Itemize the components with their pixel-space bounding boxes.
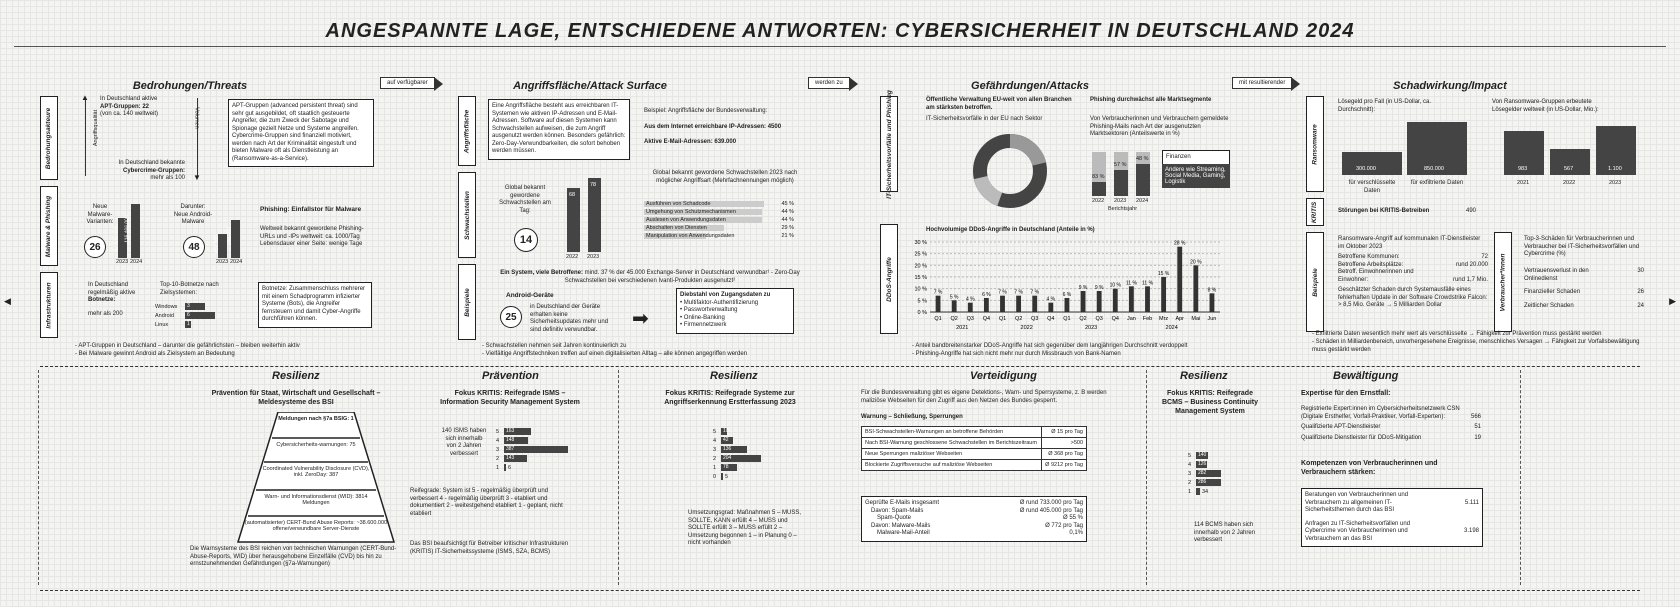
vuln-y2023: 2023	[587, 254, 600, 260]
ddos-category-label: Q4	[982, 316, 991, 322]
kritis-label: Störungen bei KRITIS-Betreiben	[1338, 208, 1430, 214]
y-tick-label: 0 %	[917, 310, 927, 316]
theft-box: Diebstahl von Zugangsdaten zu • Multifaktor-Authentifizierung • Passwortverwaltung • Online-Banking • Firmennetzwerk	[676, 288, 794, 334]
p3-bars: 5 10 4 42 3 136 2 204 1 78 0 5	[713, 428, 761, 482]
ransom-v1: 300.000	[1356, 166, 1376, 172]
v-table	[861, 426, 1087, 471]
ddos-category-label: Q4	[1047, 316, 1055, 322]
label-actors: Bedrohungsakteure	[40, 96, 58, 180]
ddos-bar	[1113, 289, 1118, 312]
ransom-v2: 850.000	[1424, 166, 1444, 172]
ddos-bar	[968, 303, 973, 312]
ddos-category-label: Q2	[1079, 316, 1087, 322]
label-examples: Beispiele	[458, 264, 476, 340]
p2-foot: Das BSI beaufsichtigt für Betreiber kritischer Infrastrukturen (KRITIS) IT-Sicherheitssysteme (ISMS, SZA, BCMS)	[410, 541, 569, 555]
y-tick-label: 15 %	[914, 275, 927, 281]
b1-title: Fokus KRITIS: Reifegrade BCMS – Business Continuity Management System	[1161, 390, 1259, 415]
vuln-bar-2023	[588, 178, 601, 252]
phish-y2024: 2024	[1136, 198, 1149, 204]
page-title: ANGESPANNTE LAGE, ENTSCHIEDENE ANTWORTEN: CYBERSICHERHEIT IN DEUTSCHLAND 2024	[325, 20, 1355, 42]
right-arrow-icon[interactable]: ▶	[1669, 296, 1676, 306]
ddos-value-label: 5 %	[949, 294, 959, 301]
ddos-group-label: 2021	[956, 325, 969, 331]
label-impact-examples: Beispiele	[1306, 232, 1324, 332]
android-malware-label: Darunter: Neue Android-Malware	[173, 204, 213, 225]
ddos-bar	[984, 298, 989, 312]
top3-title: Top-3-Schäden für Verbraucherinnen und Verbraucher bei IT-Sicherheitsvorfällen und Cybercrime (%)	[1524, 236, 1640, 257]
impact-example: Ransomware-Angriff auf kommunalen IT-Dienstleister im Oktober 2023 Betroffene Kommunen: 72 Betroffene Arbeitsplätze: rund 20.000 Betroff. Einwohnerinnen und Einwohner: rund 1,7 Mio. Geschätzter Schaden durch Systemausfälle eines fehlerhaften Update in der Software Crowdstrike Falcon: > 8,5 Mio. Geräte → 5 Milliarden Dollar	[1338, 236, 1488, 308]
prev-label: Prävention	[482, 370, 539, 382]
types-list: Ausführen von Schadcode 45 % Umgehung von Schutzmechanismen 44 % Auslesen von Anwendungsdaten 44 % Abschalten von Diensten 29 % Manipulation von Anwendungsdaten 21 %	[646, 201, 794, 239]
ddos-category-label: Q3	[1095, 316, 1103, 322]
res-label-2: Resilienz	[710, 370, 758, 382]
section-threats: Bedrohungen/Threats	[132, 80, 248, 92]
cybercrime-info: In Deutschland bekannte Cybercrime-Gruppen: mehr als 100	[118, 160, 185, 181]
malware-bar-2024	[131, 204, 140, 258]
axis-quality-label: Angriffsqualität	[93, 109, 100, 147]
b2-rows: Registrierte Expert:innen im Cybersicherheitsnetzwerk CSN (Digitale Ersthelfer, Vorfall-Praktiker, Vorfall-Experten): 566 Qualifizierte APT-Dienstleister 51 Qualifizierte Dienstleister für DDoS-Mitigation 19	[1301, 406, 1481, 441]
android-circle: 48	[183, 236, 205, 258]
ddos-bar	[1065, 298, 1070, 312]
global-y1: 2021	[1517, 180, 1530, 186]
label-malware: Malware & Phishing	[40, 186, 58, 266]
ddos-value-label: 20 %	[1190, 259, 1202, 266]
ddos-bar	[1193, 265, 1198, 312]
p2-bars: 5 163 4 148 3 387 2 143 1 6	[496, 428, 568, 473]
y-tick-label: 30 %	[914, 240, 927, 246]
ddos-category-label: Q3	[966, 316, 974, 322]
global-v2: 567	[1564, 166, 1574, 172]
section-attack-surface: Angriffsfläche/Attack Surface	[513, 80, 667, 92]
vuln-v2022: 68	[569, 192, 576, 198]
b2-box: Beratungen von Verbraucherinnen und Verbrauchern zu allgemeinen IT-Sicherheitsthemen durch das BSI 5.111 Anfragen zu IT-Sicherheitsvorfällen und Cybercrime von Verbraucherinnen und Verbrauchern an das BSI 3.198	[1301, 488, 1483, 547]
ddos-bar	[1081, 291, 1086, 312]
ddos-value-label: 6 %	[1062, 292, 1072, 298]
arrow-up-icon: ▲	[81, 93, 89, 102]
ddos-value-label: 7 %	[998, 289, 1007, 296]
theft-item: • Firmennetzwerk	[680, 322, 727, 328]
ddos-value-label: 28 %	[1174, 240, 1186, 247]
android-v2: 790 000	[227, 226, 234, 246]
ddos-group-label: 2022	[1020, 325, 1033, 331]
global-v1: 983	[1518, 166, 1528, 172]
res-label-3: Resilienz	[1180, 370, 1228, 382]
p2-side: 140 ISMS haben sich innerhalb von 2 Jahren verbessert	[441, 428, 487, 457]
malware-yr1: 2023	[116, 259, 129, 265]
ddos-value-label: 9 %	[1078, 285, 1088, 291]
global-v3: 1.100	[1608, 166, 1622, 172]
attacks-foot-1: - Anteil bandbreitenstarker DDoS-Angriffe hat sich gegenüber dem langjährigen Durchschnitt verdoppelt	[912, 343, 1188, 349]
phish-v2024: 48 %	[1136, 156, 1149, 162]
global-y2: 2022	[1563, 180, 1576, 186]
connector-3: mit resultierender	[1232, 77, 1292, 89]
connector-2: werden zu	[808, 77, 850, 89]
ddos-category-label: Q1	[1063, 316, 1071, 322]
ddos-category-label: Mai	[1191, 316, 1201, 322]
phish-y2023: 2023	[1114, 198, 1127, 204]
android-v1: 451 000	[214, 234, 221, 254]
p3-legend: Umsetzungsgrad: Maßnahmen 5 – MUSS, SOLLTE, KANN erfüllt 4 – MUSS und SOLLTE erfüllt 3 – MUSS erfüllt 2 – Umsetzung begonnen 1 – in Planung 0 – nicht vorhanden	[688, 510, 802, 546]
p2-title: Fokus KRITIS: Reifegrade ISMS – Information Security Management System	[440, 390, 580, 406]
ddos-title: Hochvolumige DDoS-Angriffe in Deutschland (Anteile in %)	[926, 227, 1095, 233]
v-title: Warnung – Schließung, Sperrungen	[861, 414, 963, 420]
y-tick-label: 20 %	[914, 263, 927, 270]
phishing-text: Weltweit bekannt gewordene Phishing-URLs und -IPs weltweit: ca. 1000/Tag Lebensdauer einer Seite: wenige Tage	[260, 226, 364, 247]
ddos-group-label: 2024	[1165, 325, 1178, 331]
phish-bar-2023-fin	[1114, 170, 1128, 196]
p3-title: Fokus KRITIS: Reifegrade Systeme zur Angriffserkennung Erstterfassung 2023	[664, 390, 796, 406]
y-tick-label: 5 %	[917, 298, 927, 305]
pyr-5: (automatisierter) CERT-Bund Abuse Reports: ~38.600.000 offene/verwundbare Server-Dienste	[244, 520, 388, 532]
y-tick-label: 25 %	[914, 251, 927, 258]
pyr-1: Meldungen nach §7a BSIG: 1	[278, 416, 354, 422]
bottom-divider	[40, 590, 1640, 591]
ddos-category-label: Q1	[934, 316, 942, 322]
left-arrow-icon[interactable]: ◀	[4, 296, 11, 306]
ddos-category-label: Q1	[998, 316, 1007, 322]
res-label-1: Resilienz	[272, 370, 320, 382]
ransom-l1: für verschlüsselte Daten	[1348, 180, 1396, 194]
label-ransomware: Ransomware	[1306, 96, 1324, 192]
threats-foot-2: - Bei Malware gewinnt Android als Zielsystem an Bedeutung	[75, 351, 235, 357]
b1-foot: 114 BCMS haben sich innerhalb von 2 Jahren verbessert	[1194, 522, 1256, 543]
system-info: Ein System, viele Betroffene: mind. 37 % der 45.000 Exchange-Server in Deutschland verwundbar¹ - Zero-Day Schwachstellen bei verschiedenen Ivanti-Produkten ausgenutzt²	[500, 270, 800, 284]
label-surface: Angriffsfläche	[458, 96, 476, 166]
malware-label: Neue Malware-Varianten:	[86, 204, 114, 225]
android-devices-circle: 25	[500, 306, 522, 328]
phish-bar-2022-fin	[1092, 182, 1106, 196]
b1-bars: 5 140 4 126 3 282 2 286 1 34	[1188, 452, 1221, 497]
android-title: Android-Geräte	[506, 292, 554, 299]
ddos-bar	[936, 296, 941, 312]
p1-foot: Die Warnsysteme des BSI reichen von technischen Warnungen (CERT-Bund-Abuse-Reports, WID) über herausgehobene Einzelfälle (CVD) bis hin zu ernstzunehmenden Gefährdungen (§7a-Warnungen)	[190, 546, 397, 567]
phish-v2022: 83 %	[1092, 174, 1105, 180]
b2-subtitle: Kompetenzen von Verbraucherinnen und Verbrauchern stärken:	[1301, 460, 1438, 476]
donut-title: Öffentliche Verwaltung EU-weit von allen Branchen am stärksten betroffen.	[926, 97, 1072, 111]
types-title: Global bekannt gewordene Schwachstellen 2023 nach möglicher Angriffsart (Mehrfachnennungen möglich)	[652, 170, 798, 184]
impact-foot-1: - Exfiltrierte Daten wesentlich mehr wert als verschlüsselte → Fähigkeit zur Prävention muss gestärkt werden	[1312, 331, 1602, 337]
section-impact: Schadwirkung/Impact	[1393, 80, 1507, 92]
malware-yr2: 2024	[130, 259, 143, 265]
ddos-group-label: 2023	[1084, 325, 1098, 331]
ddos-bar	[1145, 286, 1150, 312]
ddos-category-label: Q2	[1014, 316, 1023, 322]
table-row: BSI-Schwachstellen-Warnungen an betroffene Behörden Ø 15 pro Tag	[862, 427, 1087, 438]
arrow-right-icon: ➡	[632, 308, 649, 330]
ddos-value-label: 4 %	[1046, 296, 1056, 303]
vuln-text: Global bekannt gewordene Schwachstellen am Tag:	[499, 185, 551, 214]
bew-label: Bewältigung	[1333, 370, 1399, 382]
ddos-value-label: 7 %	[933, 289, 943, 296]
ddos-category-label: Jan	[1126, 316, 1136, 322]
vuln-y2022: 2022	[566, 254, 579, 260]
table-row: Blockierte Zugriffsversuche auf maliziöse Webseiten Ø 9212 pro Tag	[862, 460, 1087, 471]
axis-volume-label: Volumen	[193, 107, 200, 129]
global-y3: 2023	[1609, 180, 1622, 186]
ddos-bar	[1000, 296, 1005, 312]
pyr-2: Cybersicherheits-warnungen: 75	[276, 442, 356, 448]
apt-box: APT-Gruppen (advanced persistent threat) sind sehr gut ausgebildet, oft staatlich gesteuerte Angreifer, die zum Zweck der Sabotage und Spionage gezielt Netze und Systeme angreifen. Cybercrime-Gruppen sind finanziell motiviert, werden nach Art der Kriminalität eingestuft und bieten Malware oft als Dienstleistung an (Ransomware-as-a-Service).	[228, 99, 374, 167]
ddos-value-label: 11 %	[1125, 280, 1137, 287]
ddos-bar	[1032, 296, 1037, 312]
ddos-chart	[908, 236, 1226, 340]
label-vulns: Schwachstellen	[458, 172, 476, 258]
top10-label: Top-10-Botnetze nach Zielsystemen:	[160, 282, 219, 296]
ddos-category-label: Feb	[1142, 316, 1153, 322]
android-yr2: 2024	[230, 259, 243, 265]
attacks-foot-2: - Phishing-Angriffe hat sich nicht mehr nur durch Missbrauch von Bank-Namen	[912, 351, 1121, 357]
botnet-box: Botnetze: Zusammenschluss mehrerer mit einem Schadprogramm infizierter Systeme (Bots), die Angreifer fernsteuern und damit Cyber-Angriffe durchführen können.	[258, 282, 372, 328]
phish-title: Phishing durchwächst alle Marktsegmente	[1090, 97, 1212, 103]
ddos-value-label: 15 %	[1157, 271, 1170, 277]
finance-legend: Finanzen	[1162, 150, 1230, 166]
botnet-info: In Deutschland regelmäßig aktive Botnetze: mehr als 200	[88, 282, 136, 317]
p1-title: Prävention für Staat, Wirtschaft und Gesellschaft – Meldesysteme des BSI	[211, 390, 381, 406]
other-legend: Andere wie Streaming, Social Media, Gaming, Logistik	[1162, 164, 1230, 188]
surface-example: Beispiel: Angriffsfläche der Bundesverwaltung: Aus dem Internet erreichbare IP-Adressen: 4500 Aktive E-Mail-Adressen: 639.000	[644, 108, 782, 145]
label-infra: Infrastrukturen	[40, 272, 58, 338]
y-tick-label: 10 %	[914, 286, 927, 293]
global-title: Von Ransomware-Gruppen erbeutete Lösegelder weltweit (in US-Dollar, Mio.):	[1492, 99, 1599, 113]
label-incidents: IT-Sicherheitsvorfälle und Phishing	[880, 96, 898, 192]
malware-v1: 92 931 000	[113, 226, 120, 252]
theft-item: • Passwortverwaltung	[680, 307, 738, 313]
ddos-category-label: Q3	[1031, 316, 1039, 322]
ddos-value-label: 9 %	[1094, 285, 1104, 291]
title-divider	[14, 46, 1666, 47]
mid-divider	[40, 366, 1640, 367]
p2-legend: Reifegrade: System ist 5 - regelmäßig überprüft und verbessert 4 - regelmäßig überprüft 3 - etabliert und dokumentiert 2 - weitestgehend etabliert 1 - geplant, nicht etabliert	[410, 488, 563, 517]
quality-axis	[85, 98, 86, 176]
ddos-value-label: 10 %	[1109, 282, 1121, 289]
phish-v2023: 57 %	[1114, 162, 1127, 168]
sector-donut	[955, 125, 1065, 217]
table-row: Neue Sperrungen maliziöser Webseiten Ø 368 pro Tag	[862, 449, 1087, 460]
section-attacks: Gefährdungen/Attacks	[971, 80, 1089, 92]
ddos-value-label: 11 %	[1141, 280, 1154, 287]
impact-foot-2: - Schäden in Milliardenbereich, unvorhergesehene Ereignisse, menschliches Versagen → Fähigkeit zur Vorfallsbewältigung muss gestärkt werden	[1312, 339, 1640, 353]
label-ddos: DDoS-Angriffe	[880, 224, 898, 334]
phish-y2022: 2022	[1092, 198, 1105, 204]
malware-v2: 116 466 000	[124, 215, 131, 243]
ddos-bar	[1210, 293, 1215, 312]
android-yr1: 2023	[216, 259, 229, 265]
theft-item: • Multifaktor-Authentifizierung	[680, 299, 759, 306]
phishing-title: Phishing: Einfallstor für Malware	[260, 206, 362, 213]
ddos-value-label: 4 %	[965, 296, 975, 303]
kritis-value: 490	[1466, 208, 1477, 214]
vert-label: Verteidigung	[970, 370, 1037, 382]
ransom-title: Lösegeld pro Fall (in US-Dollar, ca. Durchschnitt):	[1338, 99, 1432, 113]
os-list: Windows 3 Android 6 Linux 1	[155, 303, 215, 330]
surface-foot-2: - Vielfältige Angriffstechniken treffen auf einen digitalisierten Alltag – alle können angegriffen werden	[482, 351, 748, 357]
v-text: Für die Bundesverwaltung gibt es eigene Detektions-, Warn- und Sperrsysteme, z. B werden maliziöse Webseiten für den Zugriff aus den Netzen des Bundes gesperrt.	[861, 390, 1107, 404]
ddos-value-label: 6 %	[982, 292, 991, 298]
ddos-bar	[1016, 296, 1021, 312]
pyr-3: Coordinated Vulnerability Disclosure (CVD), inkl. ZeroDay: 387	[262, 466, 370, 478]
top3-list: Vertrauensverlust in den Onlinedienst 30 Finanzieller Schaden 26 Zeitlicher Schaden 24	[1524, 268, 1644, 309]
ddos-bar	[1097, 291, 1102, 312]
theft-item: • Online-Banking	[680, 314, 725, 321]
b2-title: Expertise für den Ernstfall:	[1301, 390, 1391, 397]
ransom-l2: für exfiltrierte Daten	[1410, 180, 1464, 186]
phish-text: Von Verbraucherinnen und Verbrauchern gemeldete Phishing-Mails nach Art der ausgenutzten Marktsektoren (Anteilswerte in %)	[1090, 116, 1229, 137]
vuln-v2023: 78	[590, 182, 597, 188]
ddos-bar	[1129, 286, 1134, 312]
surface-box: Eine Angriffsfläche besteht aus erreichbaren IT-Systemen wie aktiven IP-Adressen und E-Mail-Adressen. Software auf diesen Systemen kann Schwachstellen aufweisen, die zum Angriff ausgenutzt werden können. Besonders gefährlich: Zero-Day-Verwundbarkeiten, die sofort behoben werden müssen.	[488, 99, 630, 160]
ddos-category-label: Q2	[950, 316, 958, 322]
vuln-circle: 14	[514, 228, 538, 252]
label-consumers: Verbraucher*innen	[1494, 232, 1512, 332]
surface-foot-1: - Schwachstellen nehmen seit Jahren kontinuierlich zu	[482, 343, 627, 349]
connector-1: auf verfügbarer	[380, 77, 435, 89]
ddos-category-label: Apr	[1175, 316, 1185, 322]
label-kritis: KRITIS	[1306, 198, 1324, 226]
phish-xlabel: Berichtsjahr	[1108, 206, 1138, 212]
arrow-down-icon: ▼	[193, 173, 201, 182]
pyr-4: Warn- und Informationsdienst (WID): 3814 Meldungen	[264, 494, 368, 506]
ddos-bar	[952, 300, 957, 312]
table-row: Nach BSI-Warnung geschlossene Schwachstellen im Berichtszeitraum >500	[862, 438, 1087, 449]
ddos-category-label: Jun	[1207, 316, 1217, 322]
phish-bar-2024-fin	[1136, 164, 1150, 196]
malware-circle: 26	[84, 236, 106, 258]
ddos-bar	[1177, 247, 1182, 312]
ddos-value-label: 7 %	[1030, 289, 1040, 296]
mail-box: Geprüfte E-Mails insgesamt Ø rund 733.000 pro Tag Davon: Spam-Mails Ø rund 405.000 pro Tag Spam-Quote Ø 55 % Davon: Malware-Mails Ø 772 pro Tag Malware-Mail-Anteil 0,1%	[861, 496, 1087, 542]
ddos-category-label: Mrz	[1159, 316, 1169, 322]
ddos-bar	[1048, 303, 1053, 312]
ddos-value-label: 8 %	[1207, 287, 1217, 294]
apt-info: In Deutschland aktive APT-Gruppen: 22 (von ca. 140 weltweit)	[100, 96, 159, 117]
ddos-category-label: Q4	[1111, 316, 1119, 322]
donut-subtitle: IT-Sicherheitsvorfälle in der EU nach Sektor	[926, 116, 1043, 122]
ddos-value-label: 7 %	[1014, 289, 1023, 296]
ddos-bar	[1161, 277, 1166, 312]
threats-foot-1: - APT-Gruppen in Deutschland – darunter die gefährlichsten – bleiben weiterhin aktiv	[75, 343, 300, 349]
android-text: in Deutschland der Geräte erhalten keine Sicherheitsupdates mehr und sind definitiv verwundbar.	[530, 304, 609, 333]
